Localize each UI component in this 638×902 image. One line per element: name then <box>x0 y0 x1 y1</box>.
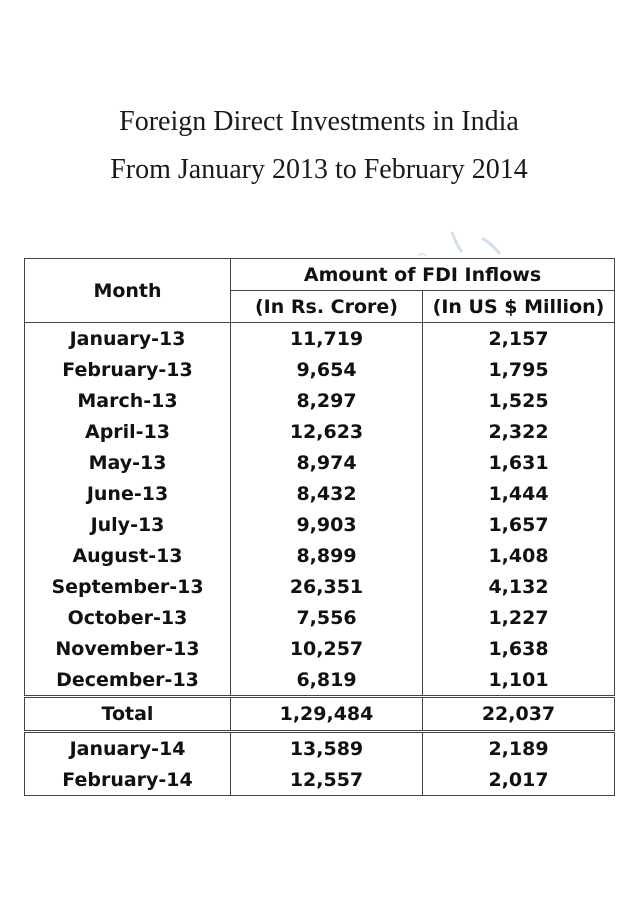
inr-cell: 9,903 <box>231 509 423 540</box>
usd-cell: 2,017 <box>423 764 615 796</box>
month-cell: June-13 <box>25 478 231 509</box>
table-row <box>25 540 615 571</box>
month-cell: April-13 <box>25 416 231 447</box>
table-row <box>25 509 615 540</box>
month-cell: September-13 <box>25 571 231 602</box>
usd-cell: 2,157 <box>423 323 615 355</box>
inr-cell: 10,257 <box>231 633 423 664</box>
month-cell: November-13 <box>25 633 231 664</box>
table-row <box>25 323 615 355</box>
page-title: Foreign Direct Investments in India <box>119 106 519 137</box>
table-row <box>25 633 615 664</box>
table-row <box>25 478 615 509</box>
total-row <box>25 697 615 732</box>
inr-cell: 9,654 <box>231 354 423 385</box>
page-subtitle: From January 2013 to February 2014 <box>110 154 528 185</box>
inr-cell: 8,899 <box>231 540 423 571</box>
usd-cell: 1,795 <box>423 354 615 385</box>
total-usd: 22,037 <box>423 697 615 732</box>
table-row <box>25 732 615 765</box>
header-amount-group: Amount of FDI Inflows <box>231 259 615 291</box>
header-month: Month <box>25 259 231 323</box>
inr-cell: 8,432 <box>231 478 423 509</box>
month-cell: August-13 <box>25 540 231 571</box>
header-usd: (In US $ Million) <box>423 291 615 323</box>
usd-cell: 2,189 <box>423 732 615 765</box>
total-label: Total <box>25 697 231 732</box>
usd-cell: 1,444 <box>423 478 615 509</box>
inr-cell: 8,297 <box>231 385 423 416</box>
month-cell: February-14 <box>25 764 231 796</box>
month-cell: March-13 <box>25 385 231 416</box>
fdi-table <box>24 258 615 796</box>
inr-cell: 7,556 <box>231 602 423 633</box>
month-cell: July-13 <box>25 509 231 540</box>
usd-cell: 1,657 <box>423 509 615 540</box>
usd-cell: 1,227 <box>423 602 615 633</box>
table-row <box>25 571 615 602</box>
inr-cell: 11,719 <box>231 323 423 355</box>
inr-cell: 13,589 <box>231 732 423 765</box>
month-cell: February-13 <box>25 354 231 385</box>
usd-cell: 1,525 <box>423 385 615 416</box>
table-row <box>25 764 615 796</box>
usd-cell: 1,631 <box>423 447 615 478</box>
inr-cell: 6,819 <box>231 664 423 697</box>
table-row <box>25 385 615 416</box>
table-row <box>25 664 615 697</box>
inr-cell: 12,557 <box>231 764 423 796</box>
month-cell: October-13 <box>25 602 231 633</box>
month-cell: May-13 <box>25 447 231 478</box>
usd-cell: 1,101 <box>423 664 615 697</box>
usd-cell: 1,638 <box>423 633 615 664</box>
table-row <box>25 354 615 385</box>
usd-cell: 4,132 <box>423 571 615 602</box>
inr-cell: 8,974 <box>231 447 423 478</box>
table-row <box>25 602 615 633</box>
usd-cell: 2,322 <box>423 416 615 447</box>
total-inr: 1,29,484 <box>231 697 423 732</box>
month-cell: January-13 <box>25 323 231 355</box>
inr-cell: 12,623 <box>231 416 423 447</box>
table-row <box>25 447 615 478</box>
inr-cell: 26,351 <box>231 571 423 602</box>
month-cell: January-14 <box>25 732 231 765</box>
month-cell: December-13 <box>25 664 231 697</box>
usd-cell: 1,408 <box>423 540 615 571</box>
header-inr: (In Rs. Crore) <box>231 291 423 323</box>
table-row <box>25 416 615 447</box>
